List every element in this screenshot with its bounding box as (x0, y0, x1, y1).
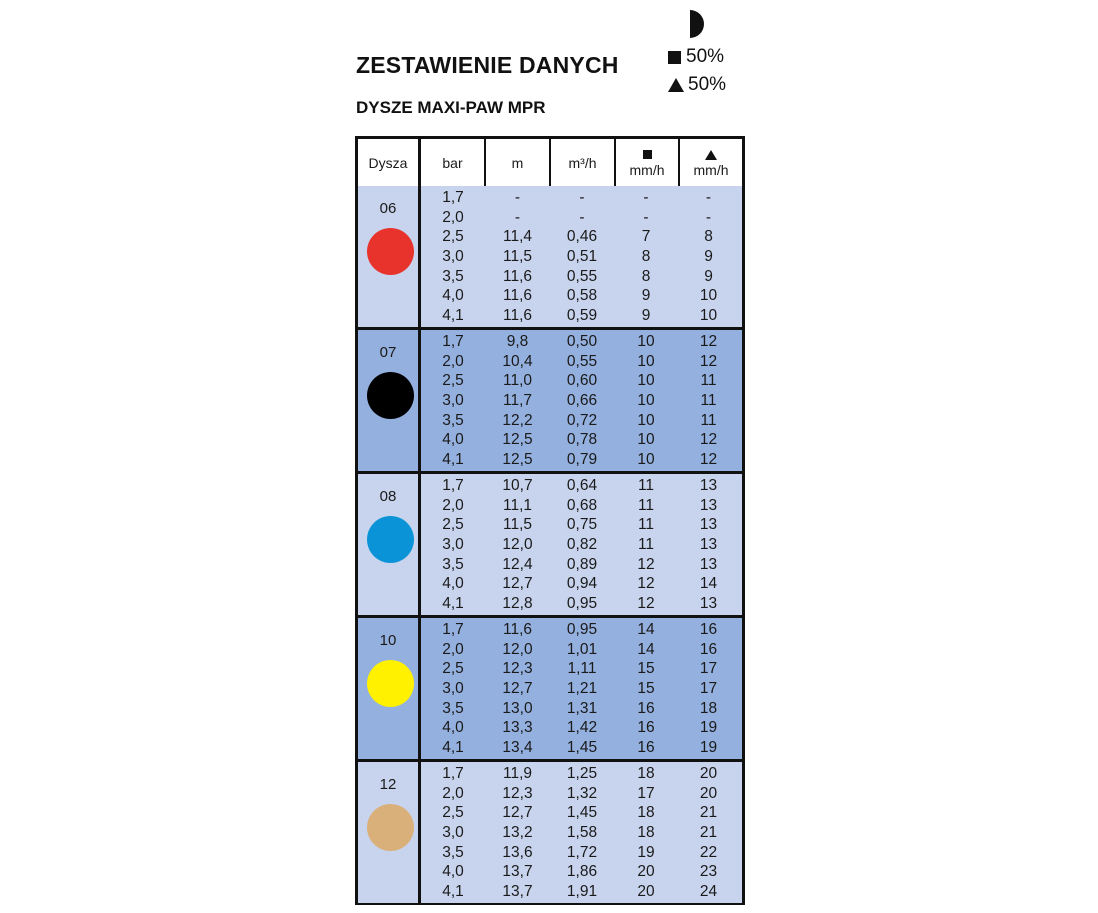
table-header (358, 139, 742, 189)
table-cell: 18 (637, 804, 655, 822)
table-cell: 0,95 (566, 595, 598, 613)
nozzle-number: 06 (379, 200, 397, 217)
header-triangle (680, 139, 742, 186)
table-cell: 14 (637, 640, 655, 658)
table-cell: 2,5 (442, 660, 464, 678)
table-cell: 12,3 (502, 784, 533, 802)
table-cell: 4,1 (442, 883, 464, 901)
table-cell: 15 (637, 660, 655, 678)
table-cell: 11,9 (502, 764, 533, 782)
table-row (421, 719, 742, 739)
table-row (421, 450, 742, 470)
table-row (421, 784, 742, 804)
table-cell: 12 (699, 352, 718, 370)
legend-triangle-row (668, 74, 726, 96)
table-cell: 16 (699, 640, 718, 658)
table-cell: 11,4 (502, 228, 533, 246)
table-cell: 0,89 (566, 555, 598, 573)
table-cell: 3,0 (442, 536, 464, 554)
table-cell: 20 (699, 764, 718, 782)
table-cell: 11,7 (502, 392, 533, 410)
header-bar (421, 139, 486, 186)
nozzle-group (358, 474, 742, 618)
table-cell: 8 (641, 267, 651, 285)
table-cell: 11 (700, 372, 717, 390)
table-cell: 1,32 (566, 784, 598, 802)
table-row (421, 843, 742, 863)
table-cell: 11 (700, 411, 717, 429)
table-cell: 4,1 (442, 451, 464, 469)
table-cell: 2,5 (442, 516, 464, 534)
table-cell: 11,6 (502, 287, 533, 305)
table-cell: 12,2 (502, 411, 533, 429)
table-cell: 21 (699, 804, 718, 822)
table-cell: 2,0 (442, 352, 464, 370)
nozzle-group (358, 618, 742, 762)
header-square (616, 139, 680, 186)
table-cell: 1,01 (566, 640, 598, 658)
nozzle-number: 08 (379, 488, 397, 505)
table-row (421, 352, 742, 372)
table-cell: 15 (637, 680, 655, 698)
table-cell: 13,7 (502, 883, 533, 901)
table-row (421, 476, 742, 496)
table-cell: 19 (699, 719, 718, 737)
table-cell: 16 (637, 719, 655, 737)
table-cell: 2,0 (442, 784, 464, 802)
table-cell: 2,0 (442, 640, 464, 658)
table-cell: 11,0 (502, 372, 533, 390)
nozzle-group (358, 186, 742, 330)
table-row (421, 188, 742, 208)
table-cell: - (579, 208, 585, 226)
table-cell: 3,5 (442, 555, 464, 573)
table-row (421, 823, 742, 843)
table-cell: 18 (699, 699, 718, 717)
table-row (421, 575, 742, 595)
table-cell: 1,25 (566, 764, 598, 782)
table-row (421, 594, 742, 614)
table-cell: 1,91 (566, 883, 598, 901)
table-cell: 0,79 (566, 451, 598, 469)
triangle-icon (668, 78, 684, 92)
group-rows (421, 474, 742, 615)
table-cell: 16 (637, 699, 655, 717)
table-cell: 11,6 (502, 307, 533, 325)
table-cell: 3,5 (442, 411, 464, 429)
table-cell: 3,5 (442, 699, 464, 717)
table-cell: 20 (637, 883, 655, 901)
table-cell: 12 (699, 332, 718, 350)
table-cell: 3,5 (442, 843, 464, 861)
table-cell: 13,2 (502, 824, 533, 842)
table-cell: 11 (637, 476, 655, 494)
table-cell: 9 (704, 248, 713, 266)
triangle-icon (705, 150, 717, 160)
table-row (421, 332, 742, 352)
page-title: ZESTAWIENIE DANYCH (356, 52, 619, 78)
table-cell: 21 (699, 824, 718, 842)
table-cell: 12,4 (502, 555, 533, 573)
table-cell: 16 (637, 739, 655, 757)
table-row (421, 640, 742, 660)
table-cell: 10 (637, 431, 655, 449)
table-cell: 0,68 (566, 496, 598, 514)
table-cell: 9,8 (506, 332, 529, 350)
table-row (421, 247, 742, 267)
table-cell: 20 (699, 784, 718, 802)
table-cell: 3,0 (442, 392, 464, 410)
table-cell: 23 (699, 863, 718, 881)
table-cell: 1,58 (566, 824, 598, 842)
half-circle-icon (690, 10, 704, 38)
nozzle-group (358, 330, 742, 474)
table-row (421, 555, 742, 575)
table-cell: 1,11 (567, 660, 597, 678)
data-table (355, 136, 745, 905)
table-row (421, 764, 742, 784)
nozzle-color-dot (367, 804, 414, 851)
table-row (421, 496, 742, 516)
table-cell: 10 (637, 332, 655, 350)
table-row (421, 391, 742, 411)
table-cell: 16 (699, 620, 718, 638)
table-cell: 0,82 (566, 536, 598, 554)
table-cell: 13,0 (502, 699, 533, 717)
table-cell: 3,0 (442, 680, 464, 698)
group-rows (421, 618, 742, 759)
nozzle-group (358, 762, 742, 903)
nozzle-label-cell (358, 474, 421, 615)
square-icon (668, 51, 681, 64)
table-cell: 13 (699, 536, 718, 554)
table-row (421, 863, 742, 883)
square-icon (643, 150, 652, 159)
table-cell: 11,5 (502, 248, 533, 266)
table-cell: 17 (699, 680, 718, 698)
table-row (421, 699, 742, 719)
table-cell: 18 (637, 764, 655, 782)
table-cell: 12,0 (502, 536, 533, 554)
table-cell: 2,5 (442, 372, 464, 390)
nozzle-number: 07 (379, 344, 397, 361)
table-cell: 4,0 (442, 287, 464, 305)
table-cell: 0,60 (566, 372, 598, 390)
table-row (421, 267, 742, 287)
table-cell: 12,3 (502, 660, 533, 678)
header-bar-label: bar (442, 154, 463, 171)
table-cell: 1,45 (566, 804, 598, 822)
table-cell: 10,4 (502, 352, 533, 370)
table-cell: 0,95 (566, 620, 598, 638)
table-row (421, 306, 742, 326)
table-cell: 4,0 (442, 575, 464, 593)
table-cell: 17 (699, 660, 718, 678)
table-cell: 12 (637, 575, 655, 593)
table-cell: 2,5 (442, 228, 464, 246)
table-cell: 13 (699, 595, 718, 613)
table-cell: 11 (637, 516, 655, 534)
table-cell: 11,6 (502, 267, 533, 285)
header-nozzle-label: Dysza (368, 154, 408, 171)
table-cell: 2,5 (442, 804, 464, 822)
table-cell: 13 (699, 516, 718, 534)
table-cell: 11,5 (502, 516, 533, 534)
table-cell: 10,7 (502, 476, 533, 494)
table-cell: 4,1 (442, 307, 464, 325)
table-cell: 0,75 (566, 516, 598, 534)
table-cell: 1,31 (566, 699, 598, 717)
table-cell: 12,7 (502, 804, 533, 822)
table-cell: 0,50 (566, 332, 598, 350)
table-cell: 10 (637, 352, 655, 370)
table-row (421, 411, 742, 431)
table-cell: 11,6 (502, 620, 533, 638)
table-cell: 10 (637, 451, 655, 469)
table-cell: - (643, 208, 649, 226)
table-cell: - (514, 188, 521, 206)
table-cell: 1,21 (566, 680, 598, 698)
nozzle-label-cell (358, 186, 421, 327)
table-cell: 0,78 (566, 431, 598, 449)
table-cell: 8 (704, 228, 713, 246)
legend-square-label: 50% (686, 46, 725, 67)
legend-triangle-label: 50% (688, 74, 727, 95)
table-cell: 0,94 (566, 575, 598, 593)
table-cell: 0,58 (566, 287, 598, 305)
table-cell: 12,0 (502, 640, 533, 658)
table-cell: 1,7 (442, 764, 464, 782)
table-cell: 1,7 (442, 476, 464, 494)
table-cell: 9 (704, 267, 713, 285)
table-cell: 17 (637, 784, 655, 802)
nozzle-number: 10 (379, 632, 397, 649)
table-cell: 1,7 (442, 188, 464, 206)
header-m (486, 139, 551, 186)
group-rows (421, 762, 742, 903)
table-cell: 3,5 (442, 267, 464, 285)
nozzle-label-cell (358, 330, 421, 471)
header-nozzle (358, 139, 421, 186)
table-cell: 1,72 (566, 843, 598, 861)
table-row (421, 287, 742, 307)
nozzle-color-dot (367, 516, 414, 563)
table-cell: 1,42 (566, 719, 598, 737)
table-cell: 12,7 (502, 575, 533, 593)
table-cell: 24 (699, 883, 718, 901)
table-cell: 14 (699, 575, 718, 593)
table-cell: 1,86 (566, 863, 598, 881)
table-cell: 4,0 (442, 719, 464, 737)
table-cell: - (514, 208, 521, 226)
table-row (421, 659, 742, 679)
table-cell: 12,7 (502, 680, 533, 698)
page-subtitle: DYSZE MAXI-PAW MPR (356, 98, 546, 117)
table-cell: 9 (641, 287, 651, 305)
table-cell: 12 (637, 595, 655, 613)
table-cell: 11 (637, 496, 655, 514)
table-cell: 4,0 (442, 863, 464, 881)
table-cell: 13 (699, 476, 718, 494)
table-row (421, 882, 742, 902)
table-cell: - (579, 188, 585, 206)
table-cell: 13,4 (502, 739, 533, 757)
table-cell: 13 (699, 496, 718, 514)
header-triangle-unit: mm/h (693, 161, 729, 178)
table-cell: 0,55 (566, 267, 598, 285)
table-cell: 1,7 (442, 620, 464, 638)
table-cell: 14 (637, 620, 655, 638)
nozzle-label-cell (358, 618, 421, 759)
table-row (421, 535, 742, 555)
table-cell: - (705, 208, 712, 226)
table-row (421, 227, 742, 247)
group-rows (421, 330, 742, 471)
table-row (421, 803, 742, 823)
table-cell: 0,46 (566, 228, 598, 246)
table-cell: 13,7 (502, 863, 533, 881)
table-row (421, 679, 742, 699)
table-row (421, 431, 742, 451)
table-cell: 12,8 (502, 595, 533, 613)
table-cell: 2,0 (442, 208, 464, 226)
table-cell: 20 (637, 863, 655, 881)
table-cell: 19 (637, 843, 655, 861)
header-m-label: m (511, 154, 524, 171)
table-cell: 0,72 (566, 411, 598, 429)
nozzle-color-dot (367, 372, 414, 419)
table-cell: 1,45 (566, 739, 598, 757)
table-cell: 11,1 (502, 496, 533, 514)
table-cell: 10 (637, 411, 655, 429)
header-square-unit: mm/h (629, 161, 665, 178)
header-flow (551, 139, 616, 186)
table-cell: 10 (699, 287, 718, 305)
table-cell: 4,0 (442, 431, 464, 449)
table-row (421, 208, 742, 228)
nozzle-color-dot (367, 660, 414, 707)
table-cell: 12 (699, 451, 718, 469)
table-cell: 0,59 (566, 307, 598, 325)
table-cell: 12 (637, 555, 655, 573)
table-cell: 3,0 (442, 248, 464, 266)
table-row (421, 515, 742, 535)
table-cell: 11 (700, 392, 717, 410)
table-row (421, 371, 742, 391)
nozzle-color-dot (367, 228, 414, 275)
header-flow-label: m³/h (568, 154, 597, 171)
table-cell: 3,0 (442, 824, 464, 842)
table-cell: 11 (637, 536, 655, 554)
table-body (358, 186, 742, 903)
table-cell: 0,66 (566, 392, 598, 410)
table-cell: 13,6 (502, 843, 533, 861)
table-cell: 7 (641, 228, 651, 246)
table-cell: 13,3 (502, 719, 533, 737)
table-cell: 0,55 (566, 352, 598, 370)
table-cell: 19 (699, 739, 718, 757)
group-rows (421, 186, 742, 327)
table-cell: 22 (699, 843, 718, 861)
table-row (421, 620, 742, 640)
table-cell: 0,51 (566, 248, 598, 266)
table-cell: 1,7 (442, 332, 464, 350)
table-cell: 13 (699, 555, 718, 573)
nozzle-label-cell (358, 762, 421, 903)
table-cell: 12,5 (502, 451, 533, 469)
nozzle-number: 12 (379, 776, 397, 793)
table-cell: 10 (699, 307, 718, 325)
table-row (421, 738, 742, 758)
table-cell: - (705, 188, 712, 206)
table-cell: 8 (641, 248, 651, 266)
table-cell: 4,1 (442, 739, 464, 757)
table-cell: 10 (637, 392, 655, 410)
table-cell: 12,5 (502, 431, 533, 449)
table-cell: 12 (699, 431, 718, 449)
table-cell: 18 (637, 824, 655, 842)
table-cell: 10 (637, 372, 655, 390)
table-cell: 4,1 (442, 595, 464, 613)
table-cell: 0,64 (566, 476, 598, 494)
table-cell: 2,0 (442, 496, 464, 514)
table-cell: 9 (641, 307, 651, 325)
legend-square-row (668, 46, 724, 68)
table-cell: - (643, 188, 649, 206)
